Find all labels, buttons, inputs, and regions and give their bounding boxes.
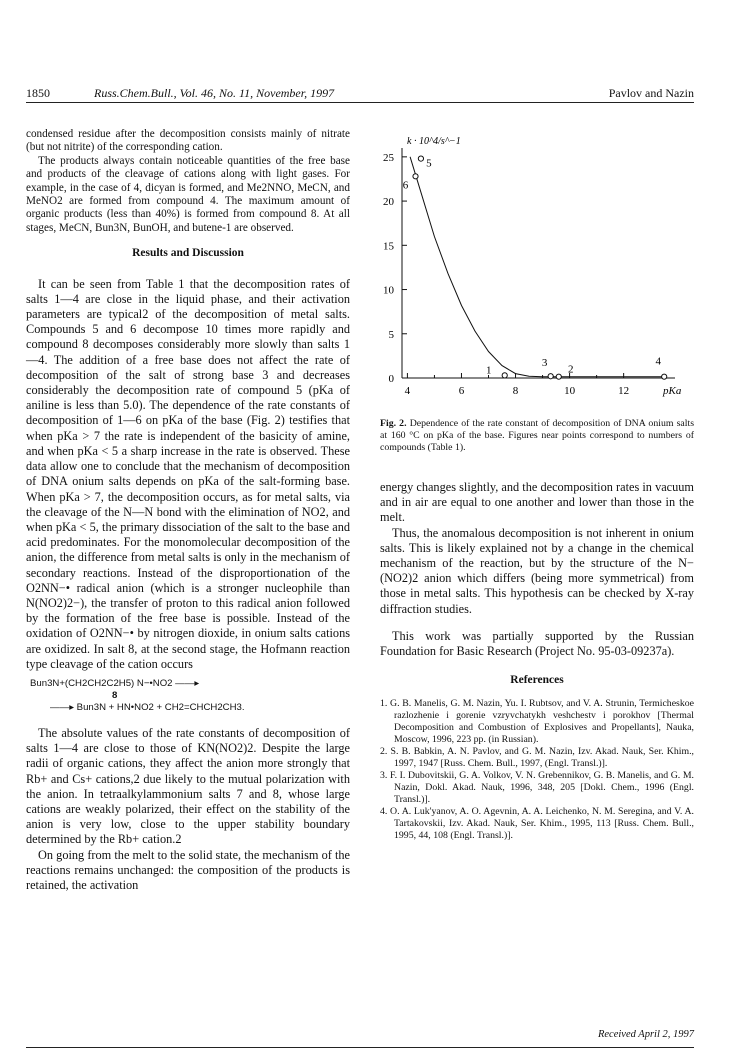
received-date: Received April 2, 1997 [597,1029,694,1040]
reference-item: 1. G. B. Manelis, G. M. Nazin, Yu. I. Rubtsov, and V. A. Strunin, Termicheskoe razlozhenie i gorenie vzryvchatykh veshchestv i porokhov [Thermal Decomposition and Combustion of Explosives and Propellants], Nauka, Moscow, 1996, 223 pp. (in Russian). [380,698,694,746]
x-tick-label: 8 [512,385,519,397]
y-tick-label: 20 [383,196,394,209]
fit-curve [410,157,664,377]
data-point [556,374,561,379]
running-header [26,86,694,103]
point-label: 3 [541,357,548,370]
reference-list [380,698,694,842]
x-tick-label: 6 [458,385,465,397]
data-point [662,374,667,379]
paragraph: Thus, the anomalous decomposition is not inherent in onium salts. This is likely explained not by a change in the chemical mechanism of the reaction, but by the structure of the N−(NO2)2 anion which differs (being more symmetrical) from those in metal salts. This hypothesis can be checked by X-ray diffraction studies. [380,525,694,616]
scheme-compound-label: 8 [112,689,118,701]
figure-caption [380,418,694,454]
data-point [548,374,553,379]
point-label: 5 [426,157,432,170]
point-label: 2 [568,363,574,376]
paragraph: It can be seen from Table 1 that the decomposition rates of salts 1—4 are close in the liquid phase, and their activation parameters are typical2 of the decomposition of metal salts. Compounds 5 and 6 decompose 10 times more rapidly and compound 8 decomposes considerably more slowly than salts 1—4. The addition of a free base does not affect the rate of decomposition of the salt of strong base 3 and decreases considerably the decomposition rate of compound 5 (pKa of aniline is less than 5.0). The dependence of the rate constants of decomposition of 1—6 on pKa of the base (Fig. 2) testifies that when pKa > 7 the rate is independent of the basicity of amine, and when pKa < 5 a sharp increase in the rate is observed. These data allow one to conclude that the mechanism of decomposition of DNA onium salts depends on pKa of the salt-forming base. When pKa > 7, the decomposition occurs, as for metal salts, via the cleavage of the N—N bond with the elimination of NO2, and when pKa < 5, the primary dissociation of the salt to the base and acid predominates. For the monomolecular decomposition of the anion, the difference from metal salts is only in the mechanism of secondary reactions. Instead of the disproportionation of the O2NN−• radical anion (which is a stronger nucleophile than N(NO2)2−), the transfer of proton to this radical anion followed by the formation of the free base is possible. Instead of the oxidation of O2NN−• by nitrogen dioxide, in onium salts cations are oxidized. In salt 8, at the second stage, the Hofmann reaction type cleavage of the cation occurs [26,276,350,671]
reference-item: 3. F. I. Dubovitskii, G. A. Volkov, V. N. Grebennikov, G. B. Manelis, and G. M. Nazin, Dokl. Akad. Nauk, 1996, 348, 205 [Dokl. Chem., 1996 (Engl. Transl.)]. [380,770,694,806]
y-tick-label: 5 [388,328,394,341]
x-tick-label: 4 [404,385,411,397]
point-label: 4 [655,355,661,368]
point-label: 6 [402,179,409,192]
journal-citation: Russ.Chem.Bull., Vol. 46, No. 11, November, 1997 [94,86,335,100]
point-label: 1 [485,364,492,377]
scheme-line: ——▸ Bun3N + HN•NO2 + CH2=CHCH2CH3. [50,701,245,713]
data-point [502,373,507,378]
references-title: References [510,674,564,687]
paragraph: energy changes slightly, and the decomposition rates in vacuum and in air are equal to one another and lower than those in the melt. [380,480,694,525]
x-tick-label: 12 [618,385,630,397]
acknowledgment: This work was partially supported by the Russian Foundation for Basic Research (Project No. 95-03-09237a). [380,628,694,659]
left-column [26,128,350,893]
right-column [380,480,694,842]
paragraph: On going from the melt to the solid state, the mechanism of the reactions remains unchanged: the composition of the products is retained, the activation [26,847,350,892]
figure-2-chart [380,128,700,418]
reaction-scheme [26,678,350,714]
y-tick-label: 15 [383,240,394,253]
footer-rule [26,1047,694,1048]
paragraph: The absolute values of the rate constants of decomposition of salts 1—4 are close to those of KN(NO2)2. Despite the large radii of organic cations, they affect the anion more strongly that Rb+ and Cs+ cations,2 due likely to the mutual polarization with the anion. In tetraalkylammonium salts 7 and 8, whose large cations are weakly polarized, their effect on the stability of the anion is very low, close to the upper stability boundary determined by the Rb+ cation.2 [26,725,350,847]
paragraph: condensed residue after the decomposition consists mainly of nitrate (but not nitrite) of the corresponding cation. [26,128,350,154]
data-point [413,174,418,179]
x-tick-label: 10 [564,385,576,397]
reference-item: 2. S. B. Babkin, A. N. Pavlov, and G. M. Nazin, Izv. Akad. Nauk, Ser. Khim., 1997, 1947 [Russ. Chem. Bull., 1997, (Engl. Transl.)]. [380,746,694,770]
paragraph: The products always contain noticeable quantities of the free base and products of the cleavage of cations along with light gases. For example, in the case of 4, dicyan is formed, and Me2NNO, MeCN, and MeNO2 are formed from compound 4. The maximum amount of organic products (less than 40%) is formed from compound 8. At all stages, MeCN, Bun3N, BunOH, and butene-1 are observed. [26,154,350,234]
reference-item: 4. O. A. Luk'yanov, A. O. Agevnin, A. A. Leichenko, N. M. Seregina, and V. A. Tartakovskii, Izv. Akad. Nauk, Ser. Khim., 1995, 113 [Russ. Chem. Bull., 1995, 44, 108 (Engl. Transl.)]. [380,806,694,842]
section-title: Results and Discussion [132,247,244,260]
y-tick-label: 0 [388,373,394,385]
x-axis-label: pKa [663,385,682,397]
data-point [418,156,423,161]
chart-svg [380,128,700,418]
caption-text: Dependence of the rate constant of decomposition of DNA onium salts at 160 °C on pKa of the base. Figures near points correspond to numbers of compounds (Table 1). [380,418,695,453]
y-tick-label: 10 [383,284,394,297]
page-number: 1850 [26,86,50,100]
running-authors: Pavlov and Nazin [608,86,694,100]
y-axis-label: k · 10^4/s^−1 [407,136,461,147]
figure-label: Fig. 2. [380,418,407,429]
y-tick-label: 25 [383,151,394,164]
scheme-line: Bun3N+(CH2CH2C2H5) N−•NO2 ——▸ [30,677,200,689]
